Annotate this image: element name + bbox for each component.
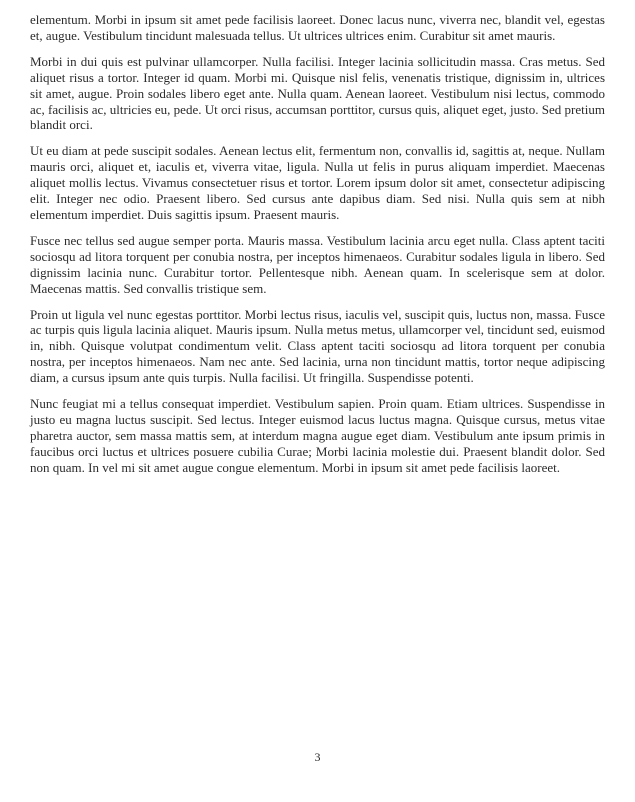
paragraph: Fusce nec tellus sed augue semper porta. Mauris massa. Vestibulum lacinia arcu eget nulla. Class aptent taciti sociosqu ad litora torquent per conubia nostra, per inceptos himenaeos. Curabitur sodales ligula in libero. Sed dignissim lacinia nunc. Curabitur tortor. Pellentesque nibh. Aenean quam. In scelerisque sem at dolor. Maecenas mattis. Sed convallis tristique sem.	[30, 232, 605, 296]
paragraph: elementum. Morbi in ipsum sit amet pede facilisis laoreet. Donec lacus nunc, viverra nec, blandit vel, egestas et, augue. Vestibulum tincidunt malesuada tellus. Ut ultrices ultrices enim. Curabitur sit amet mauris.	[30, 12, 605, 43]
paragraph: Nunc feugiat mi a tellus consequat imperdiet. Vestibulum sapien. Proin quam. Etiam ultrices. Suspendisse in justo eu magna luctus suscipit. Sed lectus. Integer euismod lacus luctus magna. Quisque cursus, metus vitae pharetra auctor, sem massa mattis sem, at interdum magna augue eget diam. Vestibulum ante ipsum primis in faucibus orci luctus et ultrices posuere cubilia Curae; Morbi lacinia molestie dui. Praesent blandit dolor. Sed non quam. In vel mi sit amet augue congue elementum. Morbi in ipsum sit amet pede facilisis laoreet.	[30, 396, 605, 475]
paragraph: Morbi in dui quis est pulvinar ullamcorper. Nulla facilisi. Integer lacinia sollicitudin massa. Cras metus. Sed aliquet risus a tortor. Integer id quam. Morbi mi. Quisque nisl felis, venenatis tristique, dignissim in, ultrices sit amet, augue. Proin sodales libero eget ante. Nulla quam. Aenean laoreet. Vestibulum nisi lectus, commodo ac, facilisis ac, ultricies eu, pede. Ut orci risus, accumsan porttitor, cursus quis, aliquet eget, justo. Sed pretium blandit orci.	[30, 53, 605, 133]
text-block	[30, 12, 605, 486]
paragraph: Proin ut ligula vel nunc egestas porttitor. Morbi lectus risus, iaculis vel, suscipit quis, luctus non, massa. Fusce ac turpis quis ligula lacinia aliquet. Mauris ipsum. Nulla metus metus, ullamcorper vel, tincidunt sed, euismod in, nibh. Quisque volutpat condimentum velit. Class aptent taciti sociosqu ad litora torquent per conubia nostra, per inceptos himenaeos. Nam nec ante. Sed lacinia, urna non tincidunt mattis, tortor neque adipiscing diam, a cursus ipsum ante quis turpis. Nulla facilisi. Ut fringilla. Suspendisse potenti.	[30, 306, 605, 386]
paragraph: Ut eu diam at pede suscipit sodales. Aenean lectus elit, fermentum non, convallis id, sagittis at, neque. Nullam mauris orci, aliquet et, iaculis et, viverra vitae, ligula. Nulla ut felis in purus aliquam imperdiet. Maecenas aliquet mollis lectus. Vivamus consectetuer risus et tortor. Lorem ipsum dolor sit amet, consectetur adipiscing elit. Integer nec odio. Praesent libero. Sed cursus ante dapibus diam. Sed nisi. Nulla quis sem at nibh elementum imperdiet. Duis sagittis ipsum. Praesent mauris.	[30, 143, 605, 222]
page-number: 3	[314, 750, 321, 764]
